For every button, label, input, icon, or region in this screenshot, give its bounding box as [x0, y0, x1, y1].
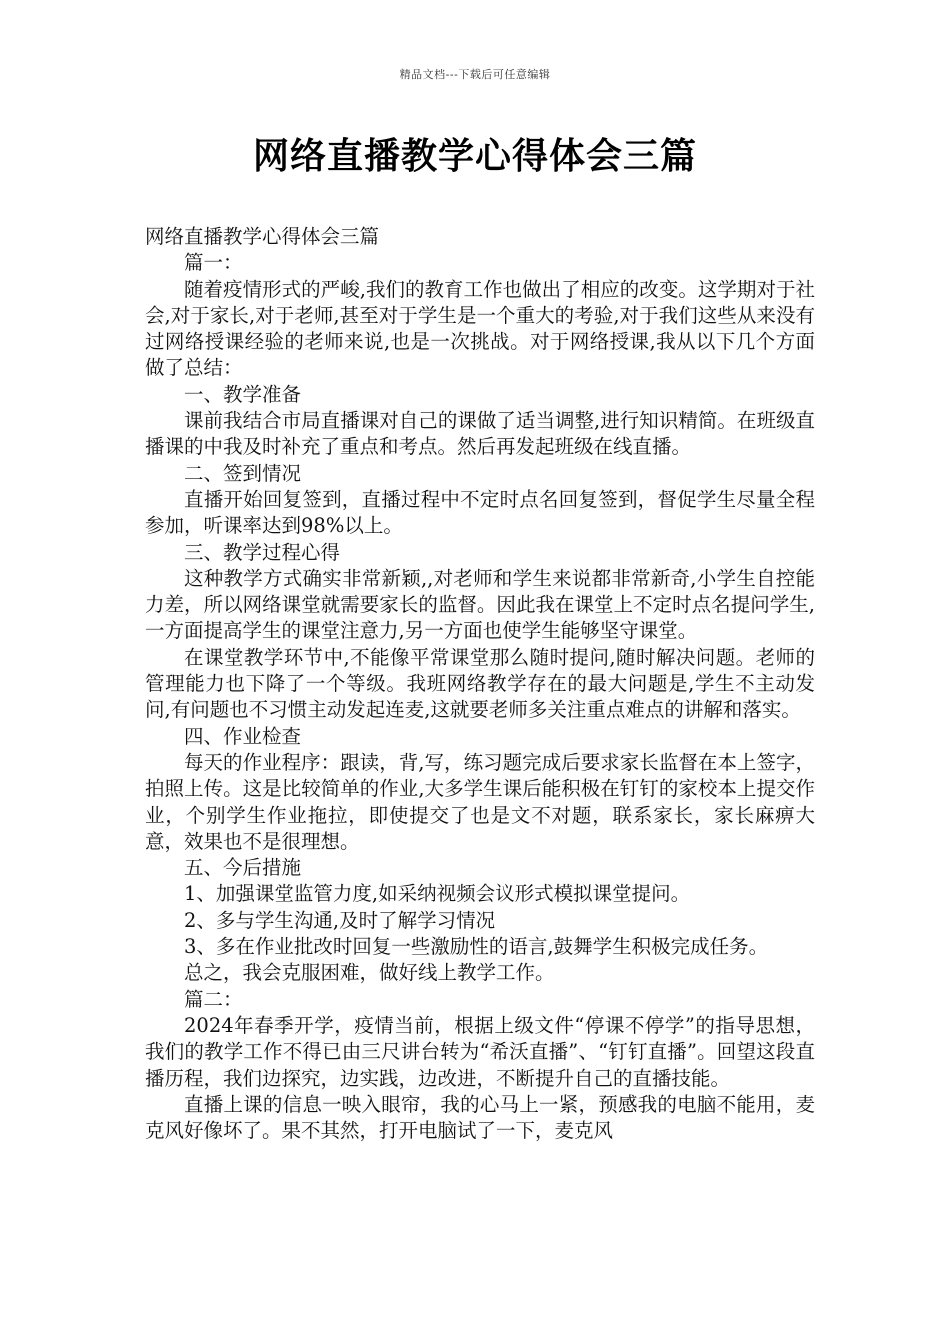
document-body [145, 224, 815, 1144]
paragraph: 直播上课的信息一映入眼帘，我的心马上一紧，预感我的电脑不能用，麦克风好像坏了。果不其然，打开电脑试了一下，麦克风 [145, 1092, 815, 1143]
paragraph: 四、作业检查 [184, 724, 302, 748]
paragraph: 三、教学过程心得 [184, 540, 341, 564]
paragraph: 网络直播教学心得体会三篇 [145, 225, 380, 248]
paragraph: 直播开始回复签到，直播过程中不定时点名回复签到，督促学生尽量全程参加，听课率达到98%以上。 [145, 487, 815, 538]
paragraph: 一、教学准备 [184, 382, 302, 406]
paragraph: 2024年春季开学，疫情当前，根据上级文件“停课不停学”的指导思想，我们的教学工作不得已由三尺讲台转为“希沃直播”、“钉钉直播”。回望这段直播历程，我们边探究，边实践，边改进，不断提升自己的直播技能。 [145, 1013, 815, 1090]
header-note: 精品文档---下载后可任意编辑 [399, 68, 551, 81]
paragraph: 3、多在作业批改时回复一些激励性的语言,鼓舞学生积极完成任务。 [184, 935, 769, 959]
paragraph: 1、加强课堂监管力度,如采纳视频会议形式模拟课堂提问。 [184, 882, 691, 906]
paragraph: 这种教学方式确实非常新颖,,对老师和学生来说都非常新奇,小学生自控能力差，所以网络课堂就需要家长的监督。因此我在课堂上不定时点名提问学生,一方面提高学生的课堂注意力,另一方面也使学生能够坚守课堂。 [145, 566, 815, 643]
paragraph: 2、多与学生沟通,及时了解学习情况 [184, 908, 496, 932]
paragraph: 在课堂教学环节中,不能像平常课堂那么随时提问,随时解决问题。老师的管理能力也下降了一个等级。我班网络教学存在的最大问题是,学生不主动发问,有问题也不习惯主动发起连麦,这就要老师多关注重点难点的讲解和落实。 [145, 645, 815, 722]
paragraph: 篇二： [184, 987, 243, 1011]
paragraph: 篇一： [184, 251, 243, 275]
paragraph: 随着疫情形式的严峻,我们的教育工作也做出了相应的改变。这学期对于社会,对于家长,对于老师,甚至对于学生是一个重大的考验,对于我们这些从来没有过网络授课经验的老师来说,也是一次挑战。对于网络授课,我从以下几个方面做了总结： [145, 277, 815, 380]
paragraph: 每天的作业程序：跟读，背,写，练习题完成后要求家长监督在本上签字，拍照上传。这是比较简单的作业,大多学生课后能积极在钉钉的家校本上提交作业，个别学生作业拖拉，即使提交了也是文不对题，联系家长，家长麻痹大意，效果也不是很理想。 [145, 750, 815, 853]
paragraph: 五、今后措施 [184, 856, 302, 880]
paragraph: 二、签到情况 [184, 461, 302, 485]
paragraph: 课前我结合市局直播课对自己的课做了适当调整,进行知识精简。在班级直播课的中我及时补充了重点和考点。然后再发起班级在线直播。 [145, 409, 815, 459]
document-title: 网络直播教学心得体会三篇 [252, 136, 697, 177]
paragraph: 总之，我会克服困难，做好线上教学工作。 [184, 961, 555, 985]
